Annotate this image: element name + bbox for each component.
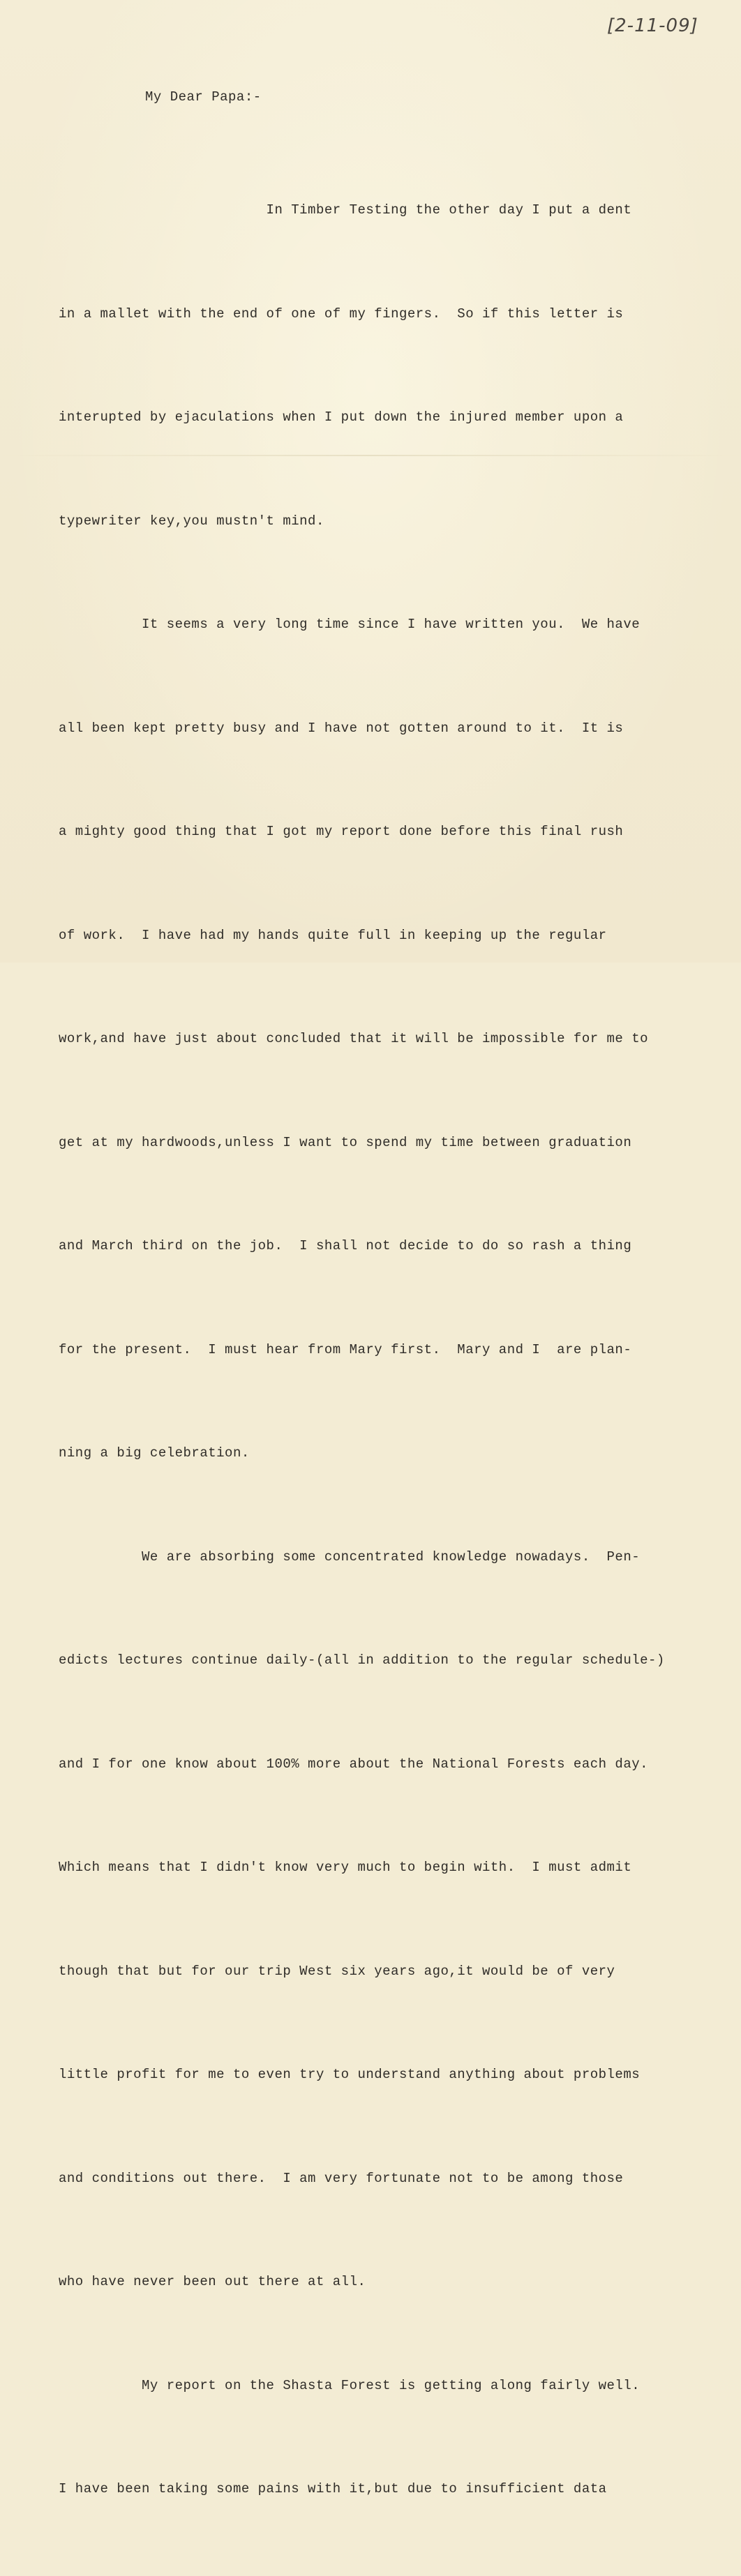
letter-line: We are absorbing some concentrated knowledge nowadays. Pen- <box>59 1549 641 1565</box>
letter-line: edicts lectures continue daily-(all in addition to the regular schedule-) <box>59 1652 665 1668</box>
letter-line: and conditions out there. I am very fortunate not to be among those <box>59 2170 624 2186</box>
letter-line: though that but for our trip West six years ago,it would be of very <box>59 1963 615 1979</box>
letter-body <box>59 124 687 2576</box>
letter-line: get at my hardwoods,unless I want to spend my time between graduation <box>59 1134 632 1150</box>
letter-line: ning a big celebration. <box>59 1445 250 1461</box>
handwritten-date-note: [2-11-09] <box>607 15 698 36</box>
letter-greeting: My Dear Papa:- <box>145 89 262 105</box>
letter-line: and March third on the job. I shall not decide to do so rash a thing <box>59 1238 632 1253</box>
letter-line: Which means that I didn't know very much to begin with. I must admit <box>59 1860 632 1875</box>
letter-line: for the present. I must hear from Mary first. Mary and I are plan- <box>59 1341 632 1357</box>
letter-line: It seems a very long time since I have written you. We have <box>59 617 641 632</box>
letter-line: interupted by ejaculations when I put down the injured member upon a <box>59 409 624 425</box>
letter-line: In Timber Testing the other day I put a dent <box>59 202 632 218</box>
letter-line: all been kept pretty busy and I have not gotten around to it. It is <box>59 720 624 736</box>
letter-line: work,and have just about concluded that it will be impossible for me to <box>59 1031 649 1046</box>
letter-line: in a mallet with the end of one of my fingers. So if this letter is <box>59 306 624 322</box>
letter-line: and I for one know about 100% more about the National Forests each day. <box>59 1756 649 1772</box>
letter-line: little profit for me to even try to understand anything about problems <box>59 2067 641 2082</box>
letter-line: who have never been out there at all. <box>59 2274 366 2289</box>
letter-line: My report on the Shasta Forest is getting along fairly well. <box>59 2377 641 2393</box>
letter-line: of work. I have had my hands quite full in keeping up the regular <box>59 927 607 943</box>
letter-line: a mighty good thing that I got my report done before this final rush <box>59 824 624 839</box>
letter-line: I have been taking some pains with it,but due to insufficient data <box>59 2481 607 2496</box>
letter-line: typewriter key,you mustn't mind. <box>59 513 324 529</box>
